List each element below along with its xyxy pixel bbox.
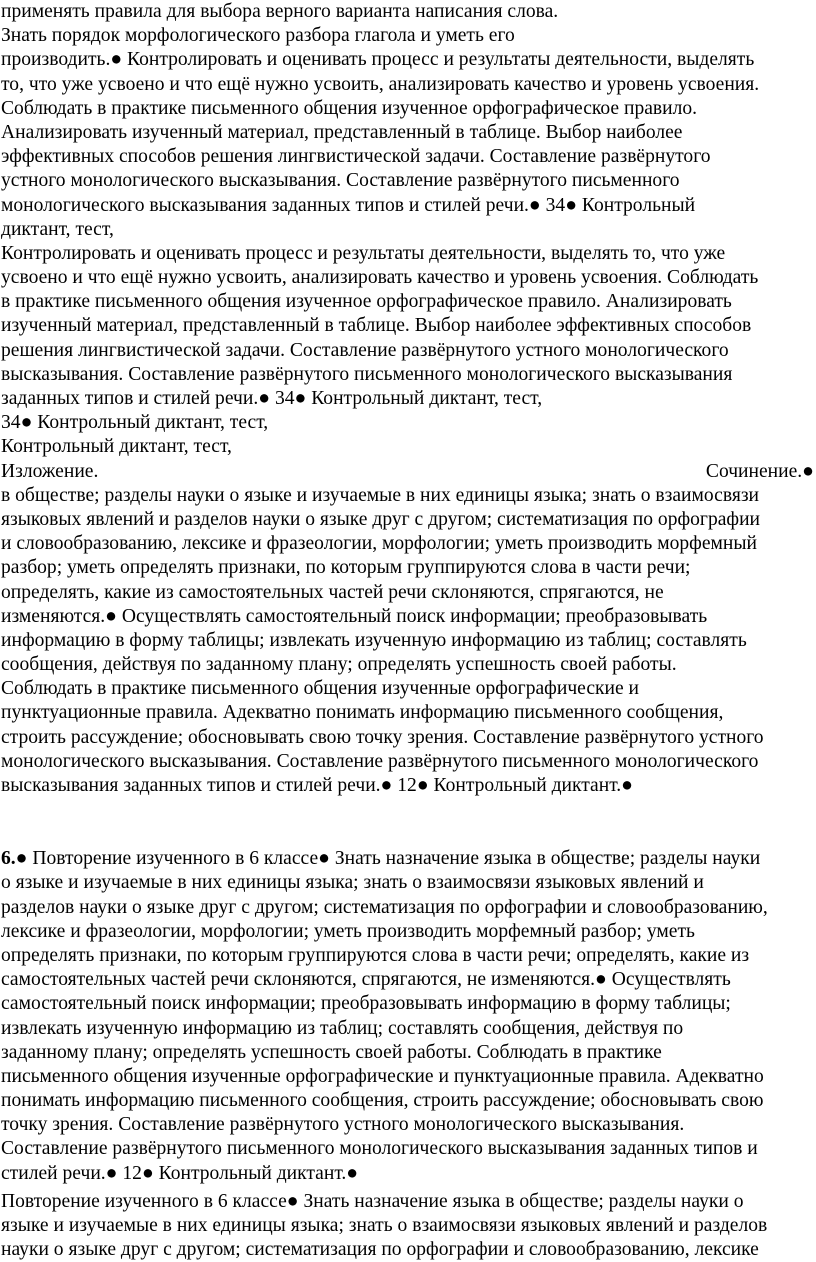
text-line: диктант, тест, bbox=[1, 218, 114, 240]
text-line: разбор; уметь определять признаки, по которым группируются слова в части речи; bbox=[1, 557, 691, 579]
text-line: монологического высказывания. Составление развёрнутого письменного монологического bbox=[1, 750, 759, 772]
text-line bbox=[1, 847, 814, 871]
middle-text-block bbox=[1, 484, 814, 798]
text-line: информацию в форму таблицы; извлекать изученную информацию из таблиц; составлять bbox=[1, 629, 747, 651]
text-line: решения лингвистической задачи. Составление развёрнутого устного монологического bbox=[1, 339, 729, 361]
text-line: производить.● Контролировать и оценивать процесс и результаты деятельности, выделять bbox=[1, 49, 755, 71]
text-line: Знать порядок морфологического разбора глагола и уметь его bbox=[1, 25, 515, 47]
text-line: пунктуационные правила. Адекватно понимать информацию письменного сообщения, bbox=[1, 702, 724, 724]
text-line: в практике письменного общения изученное орфографическое правило. Анализировать bbox=[1, 291, 732, 313]
text-line: сообщения, действуя по заданному плану; определять успешность своей работы. bbox=[1, 654, 677, 676]
split-line-right: Сочинение.● bbox=[705, 460, 814, 482]
text-line: о языке и изучаемые в них единицы языка; знать о взаимосвязи языковых явлений и bbox=[1, 872, 704, 894]
text-line: Составление развёрнутого письменного монологического высказывания заданных типов и bbox=[1, 1138, 758, 1160]
text-line: Контролировать и оценивать процесс и результаты деятельности, выделять то, что уже bbox=[1, 242, 726, 264]
text-line: и словообразованию, лексике и фразеологии, морфологии; уметь производить морфемный bbox=[1, 533, 757, 555]
text-line: 34● Контрольный диктант, тест, bbox=[1, 412, 269, 434]
text-line: устного монологического высказывания. Составление развёрнутого письменного bbox=[1, 170, 680, 192]
text-line: то, что уже усвоено и что ещё нужно усвоить, анализировать качество и уровень усвоения. bbox=[1, 73, 760, 95]
bottom-text-block bbox=[1, 1190, 814, 1262]
text-line: самостоятельный поиск информации; преобразовывать информацию в форму таблицы; bbox=[1, 993, 731, 1015]
text-line: лексике и фразеологии, морфологии; уметь производить морфемный разбор; уметь bbox=[1, 920, 695, 942]
text-line: языке и изучаемые в них единицы языка; знать о взаимосвязи языковых явлений и разделов bbox=[1, 1215, 768, 1236]
section-6-block bbox=[1, 847, 814, 1186]
text-line: извлекать изученную информацию из таблиц; составлять сообщения, действуя по bbox=[1, 1017, 684, 1039]
text-line: изученный материал, представленный в таблице. Выбор наиболее эффективных способов bbox=[1, 315, 752, 337]
text-line: Повторение изученного в 6 классе● Знать назначение языка в обществе; разделы науки о bbox=[1, 1190, 744, 1212]
text-line: Анализировать изученный материал, представленный в таблице. Выбор наиболее bbox=[1, 121, 683, 143]
text-line: Контрольный диктант, тест, bbox=[1, 436, 232, 458]
text-line: разделов науки о языке друг с другом; систематизация по орфографии и словообразованию, bbox=[1, 896, 768, 918]
text-line: усвоено и что ещё нужно усвоить, анализировать качество и уровень усвоения. Соблюдать bbox=[1, 267, 759, 289]
text-line: строить рассуждение; обосновывать свою точку зрения. Составление развёрнутого устного bbox=[1, 726, 764, 748]
section-spacer bbox=[1, 798, 814, 847]
text-line: стилей речи.● 12● Контрольный диктант.● bbox=[1, 1162, 359, 1184]
text-line: в обществе; разделы науки о языке и изучаемые в них единицы языка; знать о взаимосвязи bbox=[1, 484, 760, 506]
text-line: Соблюдать в практике письменного общения изученное орфографическое правило. bbox=[1, 97, 698, 119]
text-line: самостоятельных частей речи склоняются, спрягаются, не изменяются.● Осуществлять bbox=[1, 969, 731, 991]
text-line: Соблюдать в практике письменного общения изученные орфографические и bbox=[1, 678, 640, 700]
text-line: науки о языке друг с другом; систематизация по орфографии и словообразованию, лексике bbox=[1, 1239, 759, 1261]
text-line: определять признаки, по которым группируются слова в части речи; определять, какие из bbox=[1, 944, 750, 966]
split-line bbox=[1, 460, 814, 484]
text-line: определять, какие из самостоятельных частей речи склоняются, спрягаются, не bbox=[1, 581, 664, 603]
text-line: языковых явлений и разделов науки о языке друг с другом; систематизация по орфографии bbox=[1, 508, 761, 530]
section-number: 6. bbox=[1, 848, 16, 870]
text-line: заданному плану; определять успешность своей работы. Соблюдать в практике bbox=[1, 1041, 662, 1063]
section-title-line: ● Повторение изученного в 6 классе● Знать назначение языка в обществе; разделы науки bbox=[15, 848, 761, 870]
text-line: письменного общения изученные орфографические и пунктуационные правила. Адекватно bbox=[1, 1065, 764, 1087]
text-line: высказывания. Составление развёрнутого письменного монологического высказывания bbox=[1, 363, 733, 385]
split-line-left: Изложение. bbox=[1, 460, 99, 482]
text-line: высказывания заданных типов и стилей речи.● 12● Контрольный диктант.● bbox=[1, 775, 633, 796]
top-text-block bbox=[1, 0, 814, 484]
text-line: применять правила для выбора верного варианта написания слова. bbox=[1, 1, 559, 22]
text-line: заданных типов и стилей речи.● 34● Контрольный диктант, тест, bbox=[1, 388, 543, 409]
text-line: изменяются.● Осуществлять самостоятельный поиск информации; преобразовывать bbox=[1, 605, 708, 627]
text-line: монологического высказывания заданных типов и стилей речи.● 34● Контрольный bbox=[1, 194, 696, 216]
text-line: эффективных способов решения лингвистической задачи. Составление развёрнутого bbox=[1, 146, 711, 168]
text-line: понимать информацию письменного сообщения, строить рассуждение; обосновывать свою bbox=[1, 1090, 764, 1112]
text-line: точку зрения. Составление развёрнутого устного монологического высказывания. bbox=[1, 1114, 685, 1136]
